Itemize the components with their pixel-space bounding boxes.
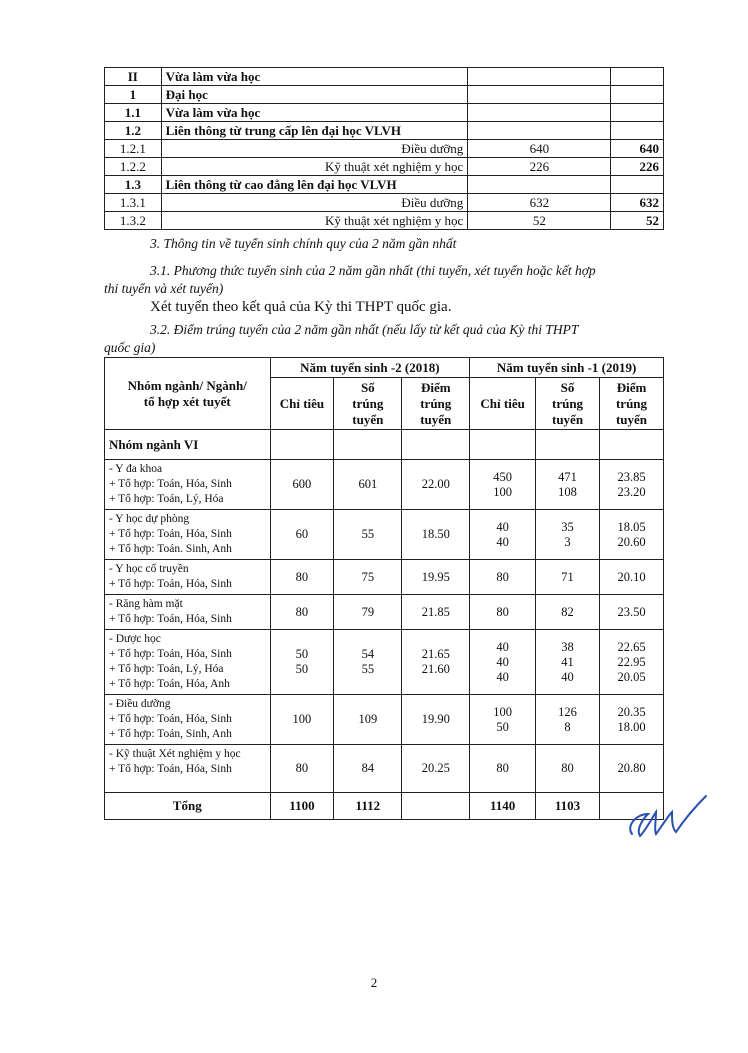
- program-line: + Tổ hợp: Toán. Sinh, Anh: [109, 543, 232, 555]
- program-line: + Tổ hợp: Toán, Hóa, Sinh: [109, 763, 232, 775]
- row-value-2: [611, 104, 664, 122]
- row-value-2: 52: [611, 212, 664, 230]
- row-program: Vừa làm vừa học: [161, 68, 468, 86]
- program-line: + Tổ hợp: Toán, Hóa, Sinh: [109, 578, 232, 590]
- cell-st19: 471 108: [536, 460, 600, 510]
- cell-ct19: 80: [470, 595, 536, 630]
- cell-st19: 35 3: [536, 510, 600, 560]
- row-value-1: 632: [468, 194, 611, 212]
- row-value-2: [611, 86, 664, 104]
- section-3-1-line2: thi tuyển và xét tuyển): [104, 281, 224, 296]
- admission-scores-table: [104, 357, 664, 820]
- row-code: 1.2.1: [105, 140, 162, 158]
- program-cell: [105, 630, 271, 695]
- score-row: [105, 510, 664, 560]
- row-program: Điều dưỡng: [161, 194, 468, 212]
- header-diem-2018: Điểm trúng tuyển: [402, 378, 470, 430]
- cell-d19: 22.65 22.95 20.05: [600, 630, 664, 695]
- row-code: 1.3: [105, 176, 162, 194]
- cell-d19: 18.05 20.60: [600, 510, 664, 560]
- program-line: + Tổ hợp: Toán, Sinh, Anh: [109, 728, 232, 740]
- row-value-2: 226: [611, 158, 664, 176]
- header-so-trung-tuyen-2019: Số trúng tuyển: [536, 378, 600, 430]
- cell-d19: 23.50: [600, 595, 664, 630]
- cell-d18: 20.25: [402, 745, 470, 793]
- cell-st18: 55: [334, 510, 402, 560]
- row-program: Kỹ thuật xét nghiệm y học: [161, 158, 468, 176]
- row-code: II: [105, 68, 162, 86]
- score-row: [105, 460, 664, 510]
- program-line: + Tổ hợp: Toán, Hóa, Sinh: [109, 713, 232, 725]
- score-row: [105, 745, 664, 793]
- row-value-2: 640: [611, 140, 664, 158]
- program-line: + Tổ hợp: Toán, Lý, Hóa: [109, 493, 224, 505]
- row-value-2: [611, 176, 664, 194]
- cell-d18: 18.50: [402, 510, 470, 560]
- header-year-2018: Năm tuyển sinh -2 (2018): [270, 358, 470, 378]
- header-so-trung-tuyen-2018: Số trúng tuyển: [334, 378, 402, 430]
- total-ct19: 1140: [470, 793, 536, 820]
- cell-st19: 80: [536, 745, 600, 793]
- program-line: + Tổ hợp: Toán, Hóa, Sinh: [109, 478, 232, 490]
- section-3-1-line1: 3.1. Phương thức tuyển sinh của 2 năm gần nhất (thi tuyển, xét tuyển hoặc kết hợp: [150, 263, 596, 278]
- row-program: Vừa làm vừa học: [161, 104, 468, 122]
- program-line: + Tổ hợp: Toán, Hóa, Sinh: [109, 528, 232, 540]
- program-line: - Răng hàm mặt: [109, 598, 183, 610]
- program-cell: [105, 510, 271, 560]
- section-3-2-line2: quốc gia): [104, 340, 156, 355]
- row-code: 1.3.1: [105, 194, 162, 212]
- cell-ct18: 600: [270, 460, 334, 510]
- score-row: [105, 695, 664, 745]
- header-chi-tieu-2018: Chỉ tiêu: [270, 378, 334, 430]
- program-line: - Kỹ thuật Xét nghiệm y học: [109, 748, 241, 760]
- program-cell: [105, 695, 271, 745]
- program-line: + Tổ hợp: Toán, Hóa, Sinh: [109, 648, 232, 660]
- header-year-2019: Năm tuyển sinh -1 (2019): [470, 358, 664, 378]
- cell-ct18: 50 50: [270, 630, 334, 695]
- row-value-1: [468, 86, 611, 104]
- row-value-2: [611, 122, 664, 140]
- program-cell: [105, 560, 271, 595]
- row-value-1: [468, 122, 611, 140]
- row-program: Liên thông từ trung cấp lên đại học VLVH: [161, 122, 468, 140]
- row-value-1: [468, 68, 611, 86]
- cell-ct18: 80: [270, 560, 334, 595]
- cell-st18: 109: [334, 695, 402, 745]
- header-group-column: Nhóm ngành/ Ngành/ tổ hợp xét tuyết: [105, 358, 271, 430]
- row-code: 1.2.2: [105, 158, 162, 176]
- header-diem-2019: Điểm trúng tuyển: [600, 378, 664, 430]
- program-line: - Điều dưỡng: [109, 698, 171, 710]
- cell-d18: 22.00: [402, 460, 470, 510]
- program-cell: [105, 595, 271, 630]
- row-value-1: 226: [468, 158, 611, 176]
- cell-st18: 54 55: [334, 630, 402, 695]
- page-number: 2: [370, 975, 378, 990]
- program-cell: [105, 745, 271, 793]
- cell-ct18: 80: [270, 595, 334, 630]
- quota-row: [105, 104, 664, 122]
- cell-d19: 20.80: [600, 745, 664, 793]
- row-code: 1: [105, 86, 162, 104]
- cell-st18: 79: [334, 595, 402, 630]
- cell-ct19: 450 100: [470, 460, 536, 510]
- cell-st19: 38 41 40: [536, 630, 600, 695]
- quota-row: [105, 194, 664, 212]
- group-label: Nhóm ngành VI: [105, 430, 271, 460]
- cell-st18: 84: [334, 745, 402, 793]
- program-line: + Tổ hợp: Toán, Lý, Hóa: [109, 663, 224, 675]
- signature-initial: [622, 790, 712, 850]
- quota-row: [105, 176, 664, 194]
- cell-st19: 71: [536, 560, 600, 595]
- quota-row: [105, 212, 664, 230]
- row-value-2: 632: [611, 194, 664, 212]
- row-value-1: 640: [468, 140, 611, 158]
- cell-st18: 75: [334, 560, 402, 595]
- cell-ct19: 40 40: [470, 510, 536, 560]
- cell-ct19: 80: [470, 560, 536, 595]
- score-row: [105, 560, 664, 595]
- total-st19: 1103: [536, 793, 600, 820]
- section-3-2-line1: 3.2. Điểm trúng tuyển của 2 năm gần nhất (nếu lấy từ kết quả của Kỳ thi THPT: [150, 322, 579, 337]
- row-program: Liên thông từ cao đẳng lên đại học VLVH: [161, 176, 468, 194]
- cell-d19: 23.85 23.20: [600, 460, 664, 510]
- quota-row: [105, 140, 664, 158]
- total-label: Tổng: [105, 793, 271, 820]
- cell-d18: 21.65 21.60: [402, 630, 470, 695]
- total-st18: 1112: [334, 793, 402, 820]
- cell-st19: 82: [536, 595, 600, 630]
- total-ct18: 1100: [270, 793, 334, 820]
- cell-d19: 20.10: [600, 560, 664, 595]
- row-code: 1.2: [105, 122, 162, 140]
- row-value-1: [468, 176, 611, 194]
- cell-st19: 126 8: [536, 695, 600, 745]
- cell-st18: 601: [334, 460, 402, 510]
- row-code: 1.3.2: [105, 212, 162, 230]
- row-program: Điều dưỡng: [161, 140, 468, 158]
- program-line: + Tổ hợp: Toán, Hóa, Anh: [109, 678, 230, 690]
- row-program: Kỹ thuật xét nghiệm y học: [161, 212, 468, 230]
- cell-d18: 21.85: [402, 595, 470, 630]
- cell-ct18: 80: [270, 745, 334, 793]
- cell-ct18: 100: [270, 695, 334, 745]
- program-line: + Tổ hợp: Toán, Hóa, Sinh: [109, 613, 232, 625]
- total-d18: [402, 793, 470, 820]
- cell-d18: 19.90: [402, 695, 470, 745]
- admission-quota-table: [104, 67, 664, 230]
- cell-ct18: 60: [270, 510, 334, 560]
- score-row: [105, 630, 664, 695]
- quota-row: [105, 86, 664, 104]
- quota-row: [105, 158, 664, 176]
- cell-d18: 19.95: [402, 560, 470, 595]
- program-line: - Dược học: [109, 633, 161, 645]
- cell-d19: 20.35 18.00: [600, 695, 664, 745]
- row-value-1: [468, 104, 611, 122]
- program-line: - Y học cổ truyền: [109, 563, 189, 575]
- score-row: [105, 595, 664, 630]
- quota-row: [105, 68, 664, 86]
- header-chi-tieu-2019: Chỉ tiêu: [470, 378, 536, 430]
- program-line: - Y đa khoa: [109, 463, 163, 475]
- program-line: - Y học dự phòng: [109, 513, 190, 525]
- row-code: 1.1: [105, 104, 162, 122]
- quota-row: [105, 122, 664, 140]
- total-row: [105, 793, 664, 820]
- program-cell: [105, 460, 271, 510]
- cell-ct19: 40 40 40: [470, 630, 536, 695]
- cell-ct19: 80: [470, 745, 536, 793]
- row-value-1: 52: [468, 212, 611, 230]
- cell-ct19: 100 50: [470, 695, 536, 745]
- section-3-heading: 3. Thông tin về tuyển sinh chính quy của 2 năm gần nhất: [150, 236, 457, 251]
- admission-method: Xét tuyển theo kết quả của Kỳ thi THPT quốc gia.: [150, 299, 452, 315]
- row-value-2: [611, 68, 664, 86]
- row-program: Đại học: [161, 86, 468, 104]
